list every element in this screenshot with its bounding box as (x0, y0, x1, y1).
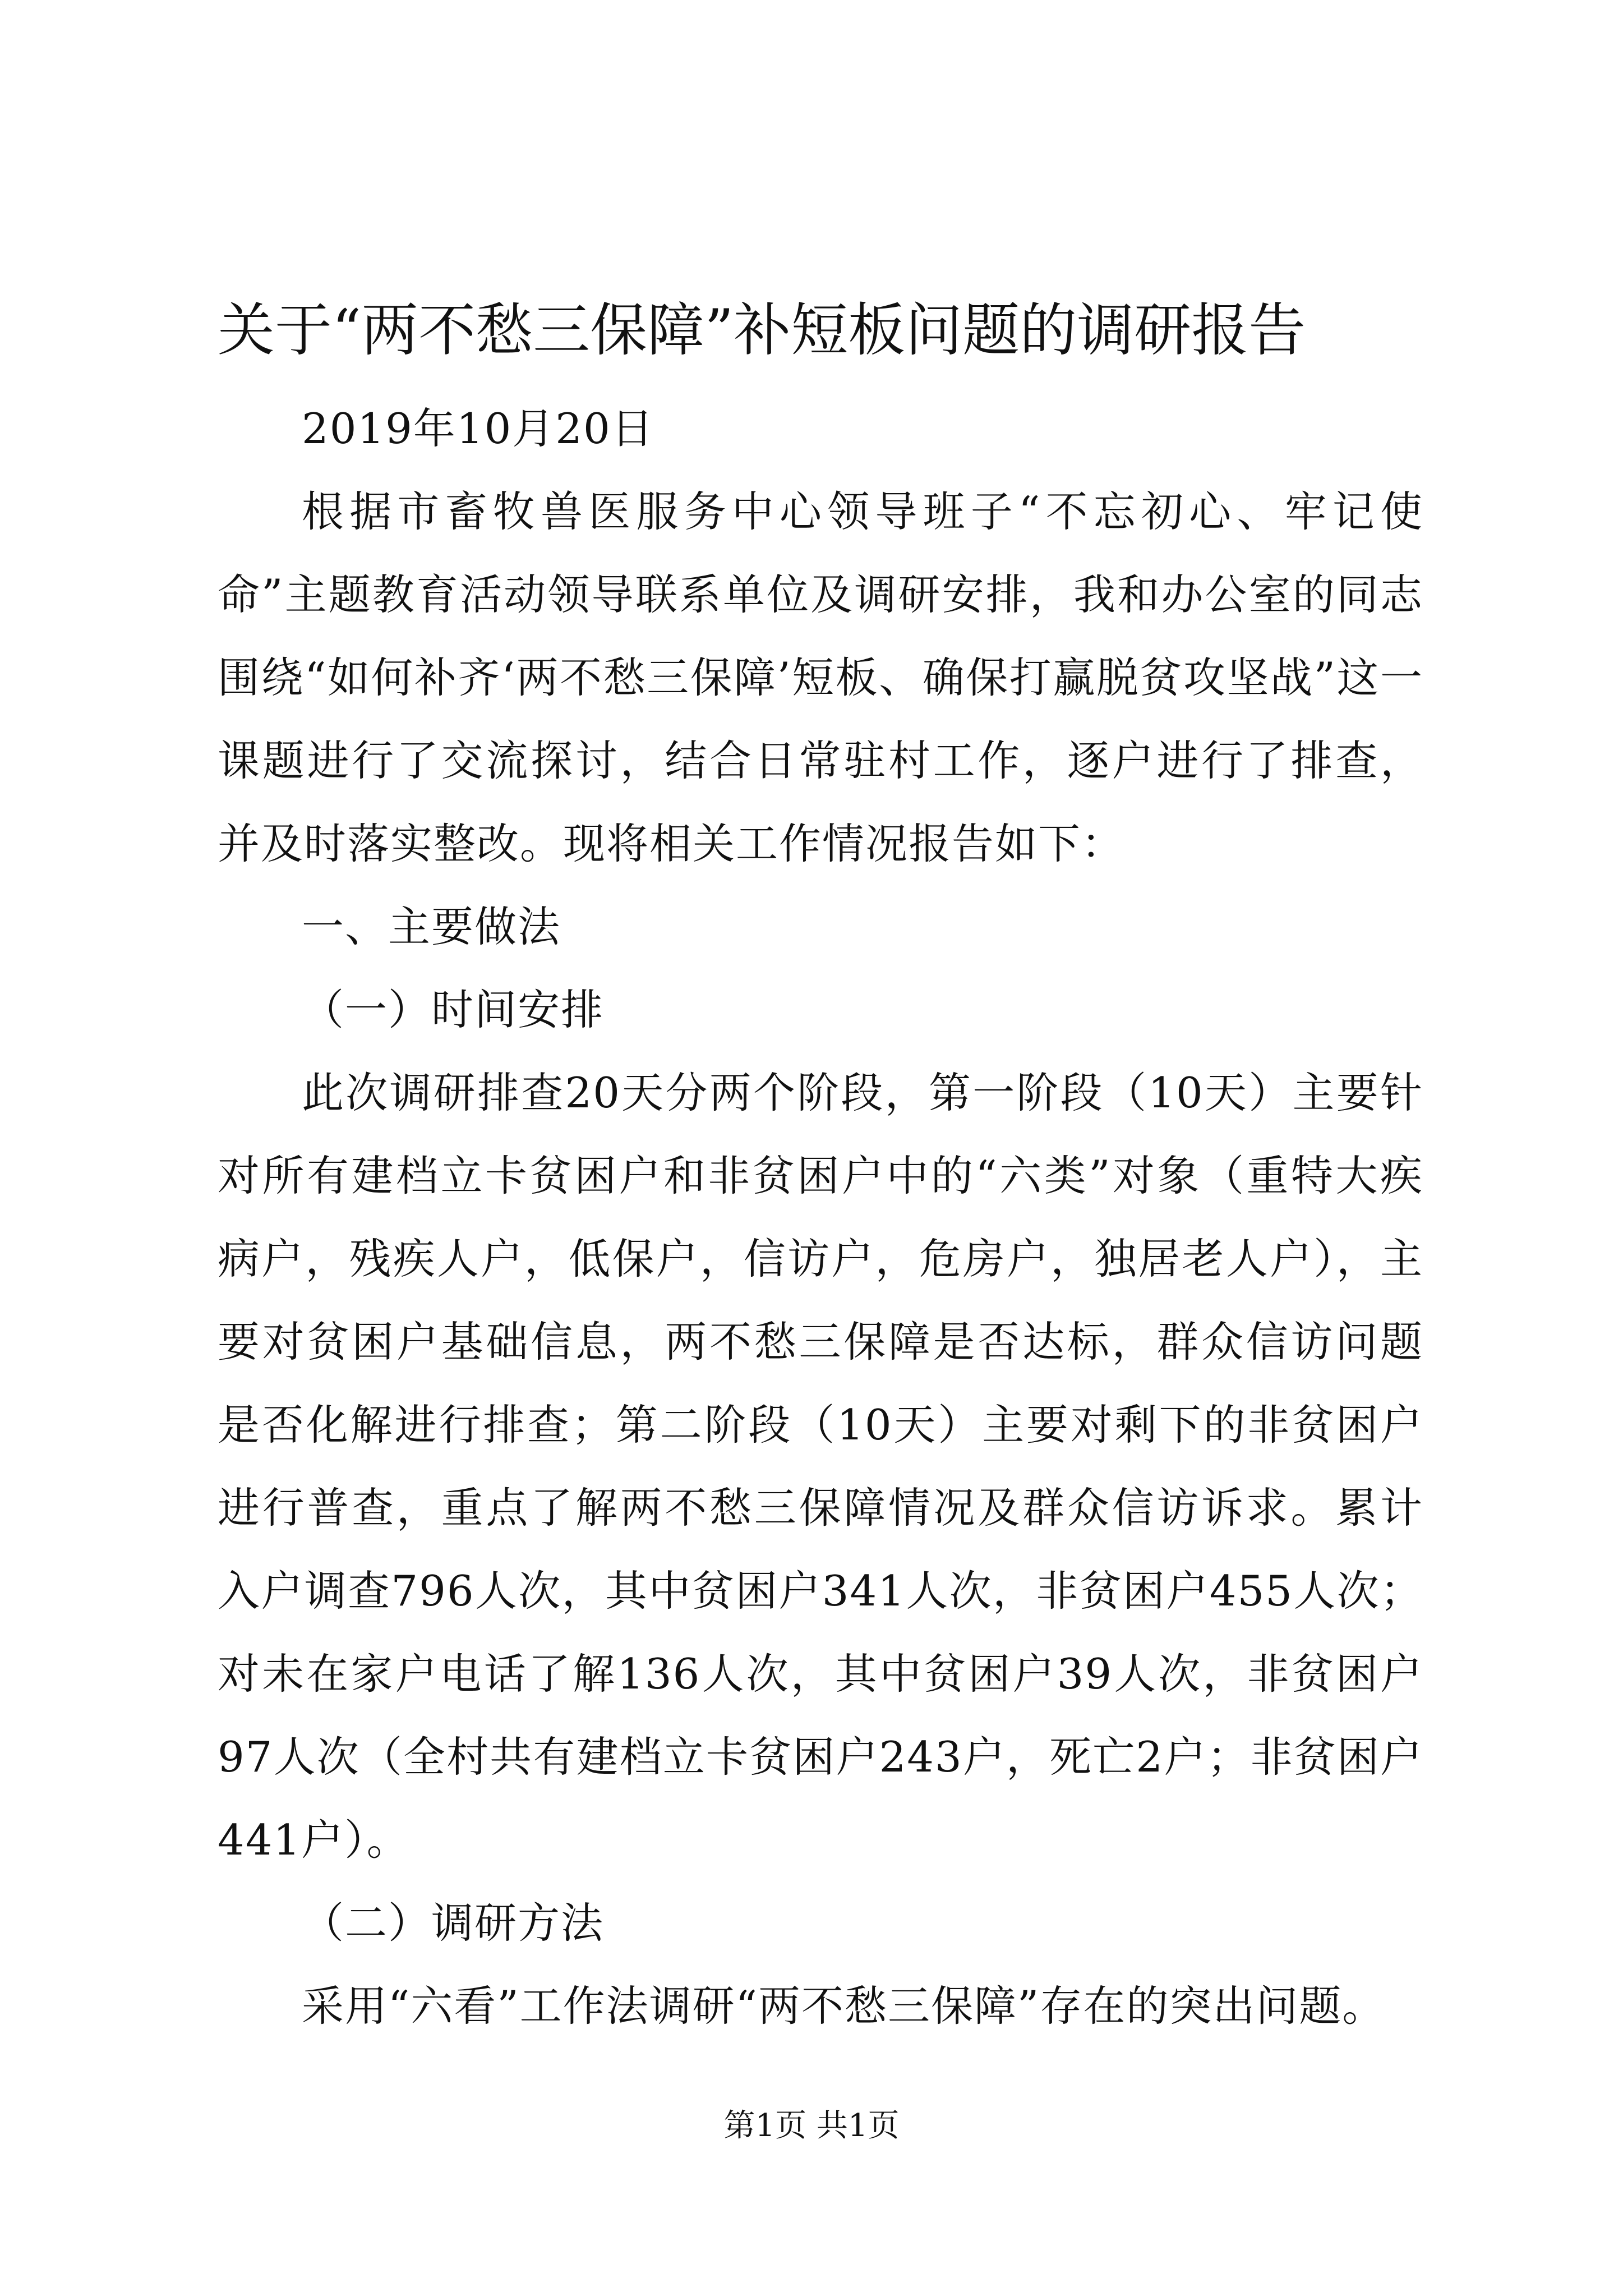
subsection-heading-time-arrangement: （一）时间安排 (302, 985, 605, 1034)
document-body (218, 387, 1423, 2047)
research-method-paragraph: 采用“六看”工作法调研“两不愁三保障”存在的突出问题。 (302, 1981, 1386, 2031)
document-title: 关于“两不愁三保障”补短板问题的调研报告 (218, 297, 1306, 364)
page-number-footer: 第1页 共1页 (723, 2108, 900, 2144)
document-date: 2019年10月20日 (302, 404, 654, 453)
section-heading-main-practices: 一、主要做法 (302, 902, 561, 951)
subsection-heading-research-method: （二）调研方法 (302, 1898, 605, 1948)
intro-paragraph: 根据市畜牧兽医服务中心领导班子“不忘初心、牢记使命”主题教育活动领导联系单位及调研安排，我和办公室的同志围绕“如何补齐‘两不愁三保障’短板、确保打赢脱贫攻坚战”这一课题进行了交流探讨，结合日常驻村工作，逐户进行了排查，并及时落实整改。现将相关工作情况报告如下： (218, 487, 1423, 868)
time-arrangement-paragraph: 此次调研排查20天分两个阶段，第一阶段（10天）主要针对所有建档立卡贫困户和非贫困户中的“六类”对象（重特大疾病户，残疾人户，低保户，信访户，危房户，独居老人户），主要对贫困户基础信息，两不愁三保障是否达标，群众信访问题是否化解进行排查；第二阶段（10天）主要对剩下的非贫困户进行普查，重点了解两不愁三保障情况及群众信访诉求。累计入户调查796人次，其中贫困户341人次，非贫困户455人次；对未在家户电话了解136人次，其中贫困户39人次，非贫困户97人次（全村共有建档立卡贫困户243户，死亡2户；非贫困户441户）。 (218, 1068, 1423, 1865)
